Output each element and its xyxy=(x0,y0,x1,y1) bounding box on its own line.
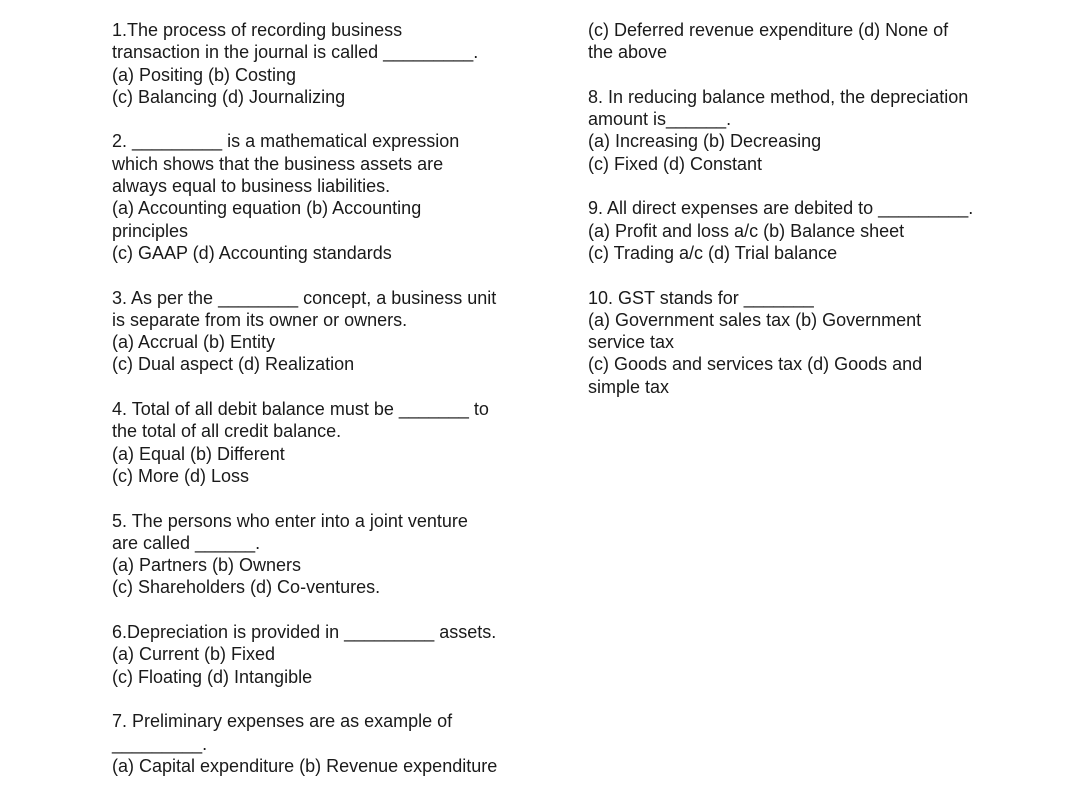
question-line: 6.Depreciation is provided in _________ assets. xyxy=(112,622,497,643)
question-line: (c) More (d) Loss xyxy=(112,465,250,486)
question-block xyxy=(112,710,552,777)
question-line: (a) Accrual (b) Entity xyxy=(112,332,276,353)
question-line: 9. All direct expenses are debited to _________. xyxy=(588,198,974,219)
question-line: (a) Equal (b) Different xyxy=(112,443,285,464)
question-line: (a) Positing (b) Costing xyxy=(112,64,297,85)
question-line: 5. The persons who enter into a joint venture xyxy=(112,510,468,531)
question-line: (a) Increasing (b) Decreasing xyxy=(588,131,822,152)
question-line: simple tax xyxy=(588,376,670,397)
question-line: (c) Goods and services tax (d) Goods and xyxy=(588,354,923,375)
question-line: are called ______. xyxy=(112,532,261,553)
question-line: (c) Balancing (d) Journalizing xyxy=(112,86,346,107)
question-block xyxy=(112,287,552,376)
question-line: (a) Government sales tax (b) Government xyxy=(588,309,922,330)
question-line: 1.The process of recording business xyxy=(112,20,403,40)
question-line: 4. Total of all debit balance must be _______ to xyxy=(112,399,489,420)
question-line: the total of all credit balance. xyxy=(112,421,342,442)
question-block xyxy=(588,86,1028,175)
question-block xyxy=(112,130,552,264)
question-block xyxy=(112,19,552,108)
question-line: (a) Partners (b) Owners xyxy=(112,555,302,576)
question-block xyxy=(112,510,552,599)
left-column xyxy=(112,19,552,799)
question-line: (a) Accounting equation (b) Accounting xyxy=(112,198,422,219)
question-line: (c) Shareholders (d) Co-ventures. xyxy=(112,577,381,598)
question-line: which shows that the business assets are xyxy=(112,153,444,174)
right-column xyxy=(588,19,1028,420)
question-line: (c) Deferred revenue expenditure (d) None of xyxy=(588,20,949,40)
question-block xyxy=(112,621,552,688)
question-line: (c) Trading a/c (d) Trial balance xyxy=(588,242,838,263)
question-line: amount is______. xyxy=(588,109,732,130)
question-line: principles xyxy=(112,220,189,241)
question-line: is separate from its owner or owners. xyxy=(112,309,408,330)
question-line: 7. Preliminary expenses are as example of xyxy=(112,711,453,732)
question-line: (c) Dual aspect (d) Realization xyxy=(112,354,355,375)
question-block xyxy=(112,398,552,487)
question-line: 10. GST stands for _______ xyxy=(588,287,814,308)
question-line: (c) Fixed (d) Constant xyxy=(588,153,763,174)
question-line: 8. In reducing balance method, the depreciation xyxy=(588,86,969,107)
question-block xyxy=(588,19,1028,64)
question-line: transaction in the journal is called _________. xyxy=(112,42,479,63)
question-block xyxy=(588,287,1028,398)
question-line: (c) Floating (d) Intangible xyxy=(112,666,313,687)
question-line: _________. xyxy=(112,733,208,754)
question-line: 3. As per the ________ concept, a business unit xyxy=(112,287,497,308)
question-line: (a) Current (b) Fixed xyxy=(112,644,276,665)
question-line: (a) Profit and loss a/c (b) Balance sheet xyxy=(588,220,905,241)
question-block xyxy=(588,197,1028,264)
question-line: the above xyxy=(588,42,668,63)
question-line: (c) GAAP (d) Accounting standards xyxy=(112,242,392,263)
question-line: always equal to business liabilities. xyxy=(112,176,391,197)
question-line: service tax xyxy=(588,332,675,353)
question-line: (a) Capital expenditure (b) Revenue expenditure xyxy=(112,755,498,776)
question-line: 2. _________ is a mathematical expression xyxy=(112,131,460,152)
